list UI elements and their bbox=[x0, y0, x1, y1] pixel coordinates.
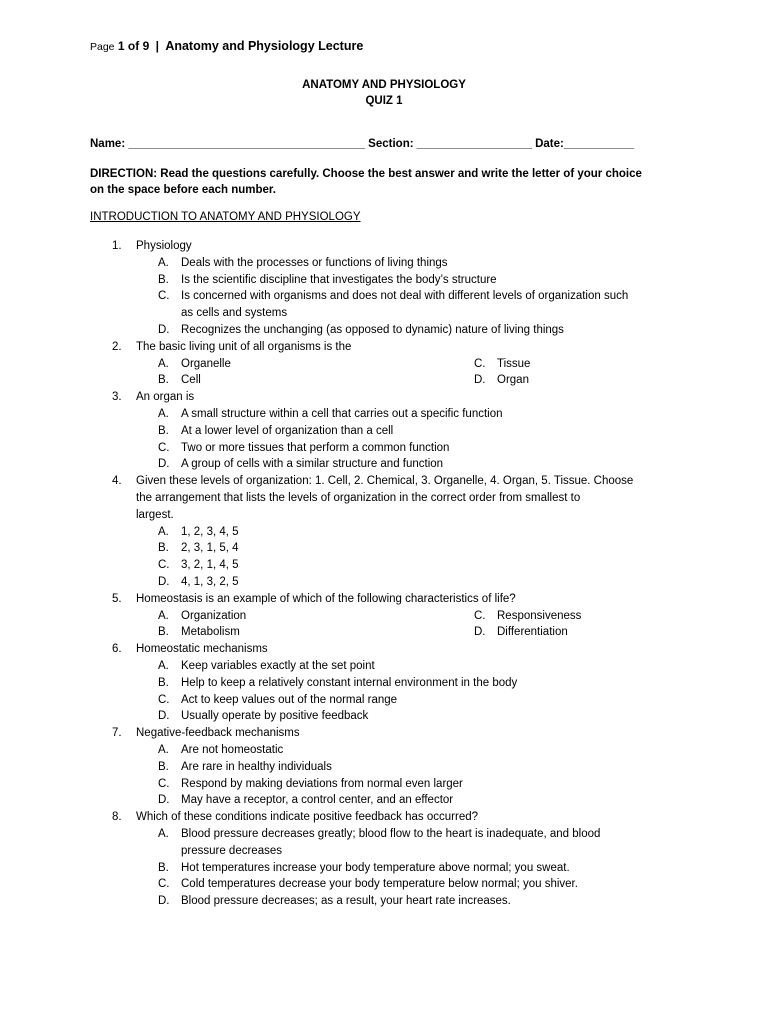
choice-text: Recognizes the unchanging (as opposed to dynamic) nature of living things bbox=[181, 324, 564, 336]
choice-text: as cells and systems bbox=[181, 307, 288, 320]
section-title: INTRODUCTION TO ANATOMY AND PHYSIOLOGY bbox=[90, 211, 361, 223]
choice-text: 4, 1, 3, 2, 5 bbox=[181, 576, 239, 588]
choice-letter: A. bbox=[158, 525, 169, 538]
choice-text: Is concerned with organisms and does not deal with different levels of organization such bbox=[181, 290, 629, 303]
choice-letter: C. bbox=[474, 609, 486, 622]
choice-letter: C. bbox=[158, 441, 170, 454]
choice-text: Respond by making deviations from normal even larger bbox=[181, 777, 463, 790]
choice-text: Blood pressure decreases; as a result, your heart rate increases. bbox=[181, 895, 511, 908]
choice-text: pressure decreases bbox=[181, 844, 282, 857]
choice-text: 1, 2, 3, 4, 5 bbox=[181, 525, 239, 538]
choice-text: Organelle bbox=[181, 357, 231, 370]
choice-text: Hot temperatures increase your body temperature above normal; you sweat. bbox=[181, 861, 570, 874]
question-number: 7. bbox=[112, 727, 122, 740]
page-of-label: of bbox=[127, 39, 140, 53]
choice-letter: B. bbox=[158, 760, 169, 773]
choice-text: Cell bbox=[181, 374, 201, 387]
choice-text: 2, 3, 1, 5, 4 bbox=[181, 542, 239, 555]
directions bbox=[90, 166, 690, 198]
choice-text: Help to keep a relatively constant internal environment in the body bbox=[181, 676, 518, 689]
question-text: largest. bbox=[136, 508, 174, 521]
choice-text: Act to keep values out of the normal range bbox=[181, 693, 398, 706]
question-text: An organ is bbox=[136, 391, 195, 404]
direction-line: on the space before each number. bbox=[90, 184, 276, 196]
question-number: 1. bbox=[112, 240, 122, 252]
question-text: Negative-feedback mechanisms bbox=[136, 727, 300, 740]
choice-text: Deals with the processes or functions of living things bbox=[181, 256, 448, 269]
choice-letter: A. bbox=[158, 660, 169, 672]
document-title: ANATOMY AND PHYSIOLOGY bbox=[302, 79, 466, 91]
page-number: 1 bbox=[117, 39, 125, 53]
choice-letter: D. bbox=[158, 458, 170, 471]
choice-text: Are rare in healthy individuals bbox=[181, 760, 332, 773]
question-text: Given these levels of organization: 1. Cell, 2. Chemical, 3. Organelle, 4. Organ, 5. Tissue. Choose bbox=[136, 475, 634, 488]
choice-letter: D. bbox=[474, 626, 486, 639]
choice-letter: B. bbox=[158, 861, 169, 874]
question-number: 4. bbox=[112, 475, 122, 488]
choice-letter: C. bbox=[158, 777, 170, 790]
choice-letter: C. bbox=[158, 878, 170, 891]
choice-letter: A. bbox=[158, 408, 169, 420]
choice-letter: A. bbox=[158, 256, 169, 269]
choice-letter: B. bbox=[158, 676, 169, 689]
page-total: 9 bbox=[142, 39, 150, 53]
choice-text: Organization bbox=[181, 609, 247, 622]
question-text: The basic living unit of all organisms is the bbox=[136, 340, 352, 353]
question-number: 8. bbox=[112, 811, 122, 824]
choice-text: Are not homeostatic bbox=[181, 744, 284, 756]
quiz-title: QUIZ 1 bbox=[365, 95, 403, 107]
choice-letter: A. bbox=[158, 744, 169, 756]
choice-text: May have a receptor, a control center, and an effector bbox=[181, 794, 454, 807]
choice-text: Cold temperatures decrease your body temperature below normal; you shiver. bbox=[181, 878, 578, 891]
question-text: Homeostasis is an example of which of the following characteristics of life? bbox=[136, 592, 516, 605]
choice-letter: D. bbox=[158, 576, 170, 588]
question-number: 3. bbox=[112, 391, 122, 404]
course-title: Anatomy and Physiology Lecture bbox=[165, 39, 364, 53]
choice-letter: C. bbox=[474, 357, 486, 370]
choice-text: Is the scientific discipline that investigates the body’s structure bbox=[181, 273, 497, 286]
choice-letter: D. bbox=[158, 895, 170, 908]
choice-text: 3, 2, 1, 4, 5 bbox=[181, 559, 239, 572]
question-text: Physiology bbox=[136, 240, 192, 252]
choice-text: Organ bbox=[497, 374, 529, 387]
choice-text: Responsiveness bbox=[497, 609, 582, 622]
name-section-date-line: Name: _____________________________________ Section: __________________ Date:___________ bbox=[90, 138, 635, 150]
choice-text: At a lower level of organization than a cell bbox=[181, 424, 394, 437]
choice-letter: A. bbox=[158, 357, 169, 370]
choice-letter: D. bbox=[158, 710, 170, 723]
choice-text: Differentiation bbox=[497, 626, 568, 639]
choice-letter: C. bbox=[158, 559, 170, 572]
question-number: 2. bbox=[112, 340, 122, 353]
question-number: 5. bbox=[112, 592, 122, 605]
choice-letter: B. bbox=[158, 374, 169, 387]
question-text: Homeostatic mechanisms bbox=[136, 643, 268, 656]
choice-letter: B. bbox=[158, 542, 169, 555]
choice-letter: B. bbox=[158, 626, 169, 639]
choice-letter: A. bbox=[158, 828, 169, 840]
choice-text: A group of cells with a similar structure and function bbox=[181, 458, 444, 471]
question-number: 6. bbox=[112, 643, 122, 656]
choice-text: Usually operate by positive feedback bbox=[181, 710, 369, 723]
choice-text: A small structure within a cell that carries out a specific function bbox=[181, 408, 503, 420]
choice-text: Metabolism bbox=[181, 626, 240, 639]
choice-letter: C. bbox=[158, 290, 170, 303]
choice-letter: B. bbox=[158, 424, 169, 437]
choice-letter: C. bbox=[158, 693, 170, 706]
choice-letter: B. bbox=[158, 273, 169, 286]
choice-text: Blood pressure decreases greatly; blood flow to the heart is inadequate, and blood bbox=[181, 828, 601, 840]
choice-text: Keep variables exactly at the set point bbox=[181, 660, 375, 672]
choice-text: Two or more tissues that perform a common function bbox=[181, 441, 450, 454]
question-text: Which of these conditions indicate positive feedback has occurred? bbox=[136, 811, 479, 824]
choice-letter: D. bbox=[158, 324, 170, 336]
choice-letter: A. bbox=[158, 609, 169, 622]
running-header bbox=[90, 39, 363, 53]
question-text: the arrangement that lists the levels of organization in the correct order from smallest to bbox=[136, 492, 581, 504]
direction-line: DIRECTION: Read the questions carefully. Choose the best answer and write the letter of your choice bbox=[90, 168, 642, 180]
page-label: Page bbox=[90, 41, 115, 53]
header-separator: | bbox=[155, 39, 159, 53]
choice-letter: D. bbox=[474, 374, 486, 387]
choice-text: Tissue bbox=[497, 357, 531, 370]
choice-letter: D. bbox=[158, 794, 170, 807]
